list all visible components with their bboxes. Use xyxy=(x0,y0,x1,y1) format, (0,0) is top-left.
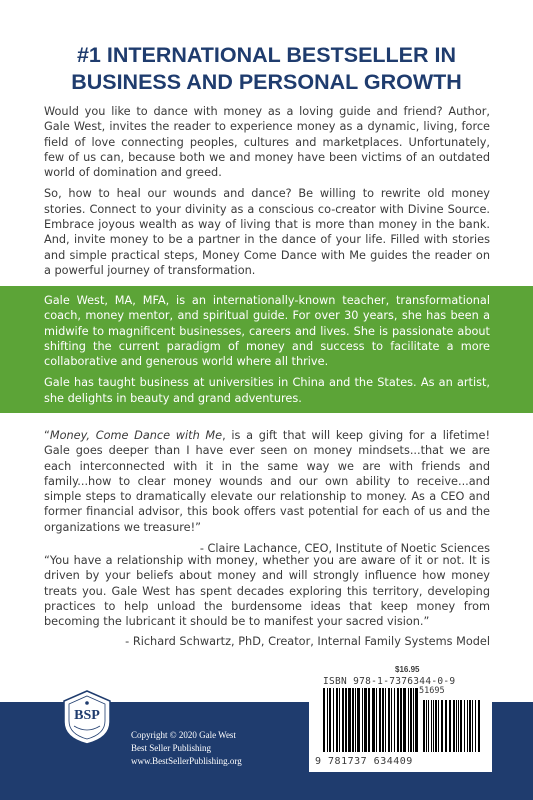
testimonial-2-text: “You have a relationship with money, whether you are aware of it or not. It is driven by your beliefs about money and will strongly influence how money treats you. Gale West has spent decades exploring this territory, developing practices to help unload the burdensome ideas that keep money from becoming the lubricant it should be to manifest your sacred vision.” xyxy=(44,554,490,629)
barcode-addon-number: 51695 xyxy=(419,686,445,696)
testimonial-2-attribution: - Richard Schwartz, PhD, Creator, Internal Family Systems Model xyxy=(125,635,490,649)
description-paragraph-1: Would you like to dance with money as a loving guide and friend? Author, Gale West, invites the reader to experience money as a dynamic, living, force field of love connecting peoples, cultures and marketplaces. Unfortunately, few of us can, because both we and money have been victims of an outdated world of domination and greed. xyxy=(44,105,490,180)
testimonial-1-attribution: - Claire Lachance, CEO, Institute of Noetic Sciences xyxy=(199,542,490,556)
price-label: $16.95 xyxy=(395,665,420,674)
copyright-line: Copyright © 2020 Gale West xyxy=(131,730,236,740)
headline-line-1: #1 INTERNATIONAL BESTSELLER IN xyxy=(76,43,457,67)
testimonial-1-book-title: Money, Come Dance with Me xyxy=(49,429,223,442)
headline-line-2: BUSINESS AND PERSONAL GROWTH xyxy=(71,70,462,94)
publisher-info xyxy=(131,729,311,768)
testimonial-1-text xyxy=(44,428,490,535)
barcode-number: 9 781737 634409 xyxy=(315,756,413,767)
publisher-name: Best Seller Publishing xyxy=(131,743,212,753)
bio-paragraph-2: Gale has taught business at universities in China and the States. As an artist, she delights in beauty and grand adventures. xyxy=(44,376,490,405)
testimonial-1-body: , is a gift that will keep giving for a lifetime! Gale goes deeper than I have ever seen on money mindsets...that we are each interconnected with it in the same way we are with friends and family...how to clear money wounds and our own ability to receive...and simple steps to dramatically elevate our relationship to money. As a CEO and former financial advisor, this book offers vast potential for each of us and the organizations we treasure!” xyxy=(44,429,490,534)
isbn-label: ISBN 978-1-7376344-0-9 xyxy=(323,676,456,687)
barcode-icon xyxy=(321,688,486,756)
best-seller-publishing-seal-icon xyxy=(60,688,114,746)
testimonial-2 xyxy=(44,553,490,649)
description-paragraph-2: So, how to heal our wounds and dance? Be willing to rewrite old money stories. Connect to your divinity as a conscious co-creator with Divine Source. Embrace joyous wealth as way of living that is more than money in the bank. And, invite money to be a partner in the dance of your life. Filled with stories and simple practical steps, Money Come Dance with Me guides the reader on a powerful journey of transformation. xyxy=(44,187,490,277)
book-description xyxy=(44,104,490,278)
testimonial-1-open-quote: “ xyxy=(44,429,50,442)
barcode-box xyxy=(309,662,492,772)
author-bio-band xyxy=(0,286,533,413)
publisher-website: www.BestSellerPublishing.org xyxy=(131,756,242,766)
author-bio xyxy=(44,293,490,406)
headline xyxy=(20,42,513,96)
testimonial-1 xyxy=(44,428,490,556)
svg-text:BSP: BSP xyxy=(74,708,100,723)
bio-paragraph-1: Gale West, MA, MFA, is an internationally-known teacher, transformational coach, money mentor, and spiritual guide. For over 30 years, she has been a midwife to magnificent businesses, careers and lives. She is passionate about shifting the current paradigm of money and success to facilitate a more collaborative and generous world where all thrive. xyxy=(44,294,490,369)
